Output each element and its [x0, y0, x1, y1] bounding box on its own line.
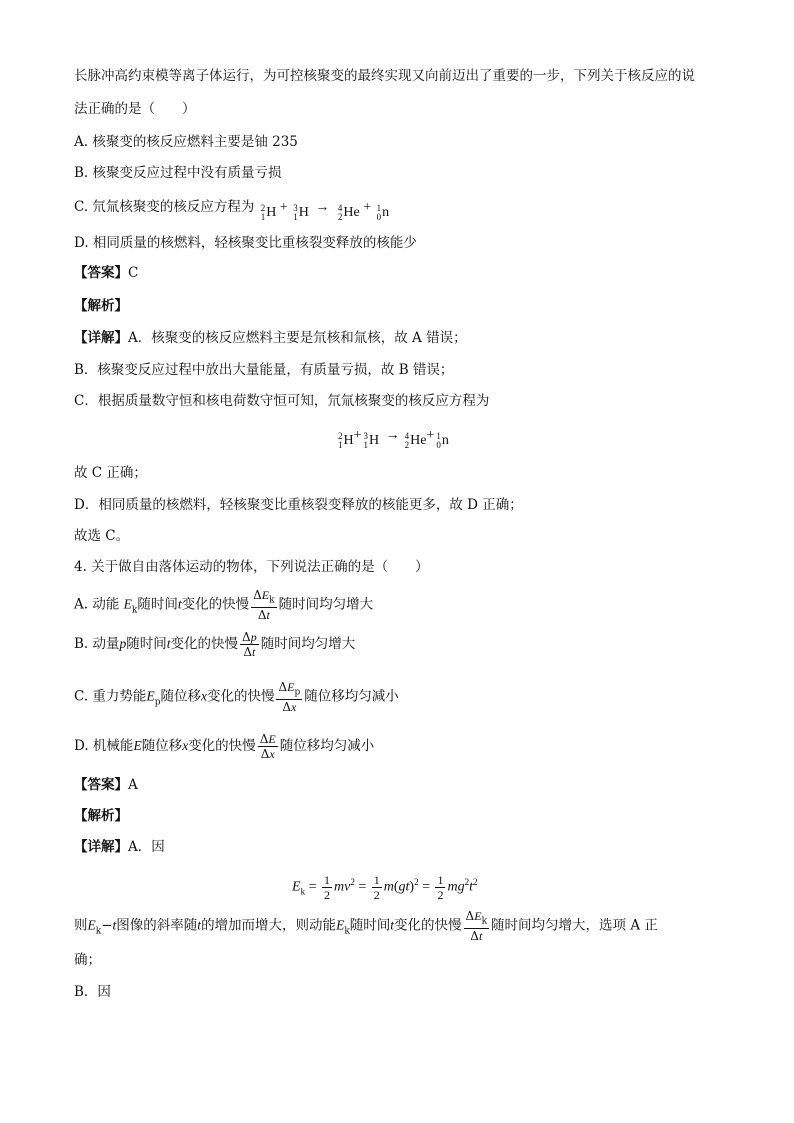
q4-option-c: C. 重力势能$E_p$随位移x变化的快慢 $\frac{\Delta E_p}{\Delta x}$ 随位移均匀减小: [74, 680, 399, 715]
q4-detail-a-end: 确；: [74, 952, 101, 968]
q3-choose: 故选 C。: [74, 528, 130, 544]
q3-equation-display: 2 1 H + 3 1 H → 4 2 He + 1 0 n: [338, 428, 449, 450]
q3-detail-b: B．核聚变反应过程中放出大量能量，有质量亏损，故 B 错误；: [74, 362, 454, 378]
fraction-dE-dx: $\frac{\Delta E}{\Delta x}$: [259, 732, 276, 761]
q3-option-c-equation: 2 1 H + 3 1 H → 4 2 He + 1 0 n: [260, 200, 390, 222]
q3-stem-line1: 长脉冲高约束模等离子体运行，为可控核聚变的最终实现又向前迈出了重要的一步，下列关于核反应的说: [74, 68, 695, 84]
q3-option-d: D. 相同质量的核燃料，轻核聚变比重核裂变释放的核能少: [74, 235, 417, 251]
answer-tag: 【答案】: [74, 265, 128, 281]
q4-analysis-tag: 【解析】: [74, 808, 128, 824]
q3-analysis-tag: 【解析】: [74, 298, 128, 314]
q4-option-d: D. 机械能E随位移x变化的快慢 $\frac{\Delta E}{\Delta x}$ 随位移均匀减小: [74, 732, 375, 761]
q3-option-c-text: C. 氘氚核聚变的核反应方程为: [74, 199, 255, 215]
fraction-dp-dt: $\frac{\Delta p}{\Delta t}$: [242, 630, 257, 659]
q4-option-b: B. 动量p随时间t变化的快慢 $\frac{\Delta p}{\Delta t}$ 随时间均匀增大: [74, 630, 356, 659]
q4-kinetic-energy-formula: $E_k$ = $\frac{1}{2}$ $mv^2$ = $\frac{1}{2}$ m(gt)$^2$ = $\frac{1}{2}$ $mg^2t^2$: [292, 872, 478, 902]
fraction-dEk-dt: $\frac{\Delta E_k}{\Delta t}$: [253, 588, 275, 623]
answer-value: A: [128, 777, 138, 793]
q4-answer: [74, 775, 138, 795]
q4-option-a: A. 动能 $E_k$随时间t变化的快慢 $\frac{\Delta E_k}{\Delta t}$ 随时间均匀增大: [74, 588, 374, 623]
q3-detail-d: D．相同质量的核燃料，轻核聚变比重核裂变释放的核能更多，故 D 正确；: [74, 497, 523, 513]
q3-option-b: B. 核聚变反应过程中没有质量亏损: [74, 165, 282, 181]
q3-detail-a: 【详解】A．核聚变的核反应燃料主要是氘核和氚核，故 A 错误；: [74, 330, 467, 346]
q3-conclusion-c: 故 C 正确；: [74, 465, 147, 481]
q4-detail-a: 【详解】A．因: [74, 839, 165, 855]
q3-option-c: [74, 197, 389, 223]
q4-detail-b: B．因: [74, 984, 111, 1000]
q3-option-a: A. 核聚变的核反应燃料主要是铀 235: [74, 134, 298, 150]
q4-detail-a-continued: 则$E_k-t$图像的斜率随t的增加而增大，则动能$E_k$随时间t变化的快慢 $\frac{\Delta E_k}{\Delta t}$ 随时间均匀增大，选项 A 正: [74, 909, 658, 944]
q3-detail-c: C．根据质量数守恒和核电荷数守恒可知，氘氚核聚变的核反应方程为: [74, 393, 490, 409]
answer-value: C: [128, 265, 139, 281]
q3-answer: [74, 263, 138, 283]
q4-stem: 4. 关于做自由落体运动的物体，下列说法正确的是（ ）: [74, 559, 429, 575]
fraction-dEp-dx: $\frac{\Delta E_p}{\Delta x}$: [278, 680, 301, 715]
detail-tag: 【详解】: [74, 839, 128, 855]
detail-tag: 【详解】: [74, 330, 128, 346]
answer-tag: 【答案】: [74, 777, 128, 793]
q3-stem-line2: 法正确的是（ ）: [74, 101, 196, 117]
